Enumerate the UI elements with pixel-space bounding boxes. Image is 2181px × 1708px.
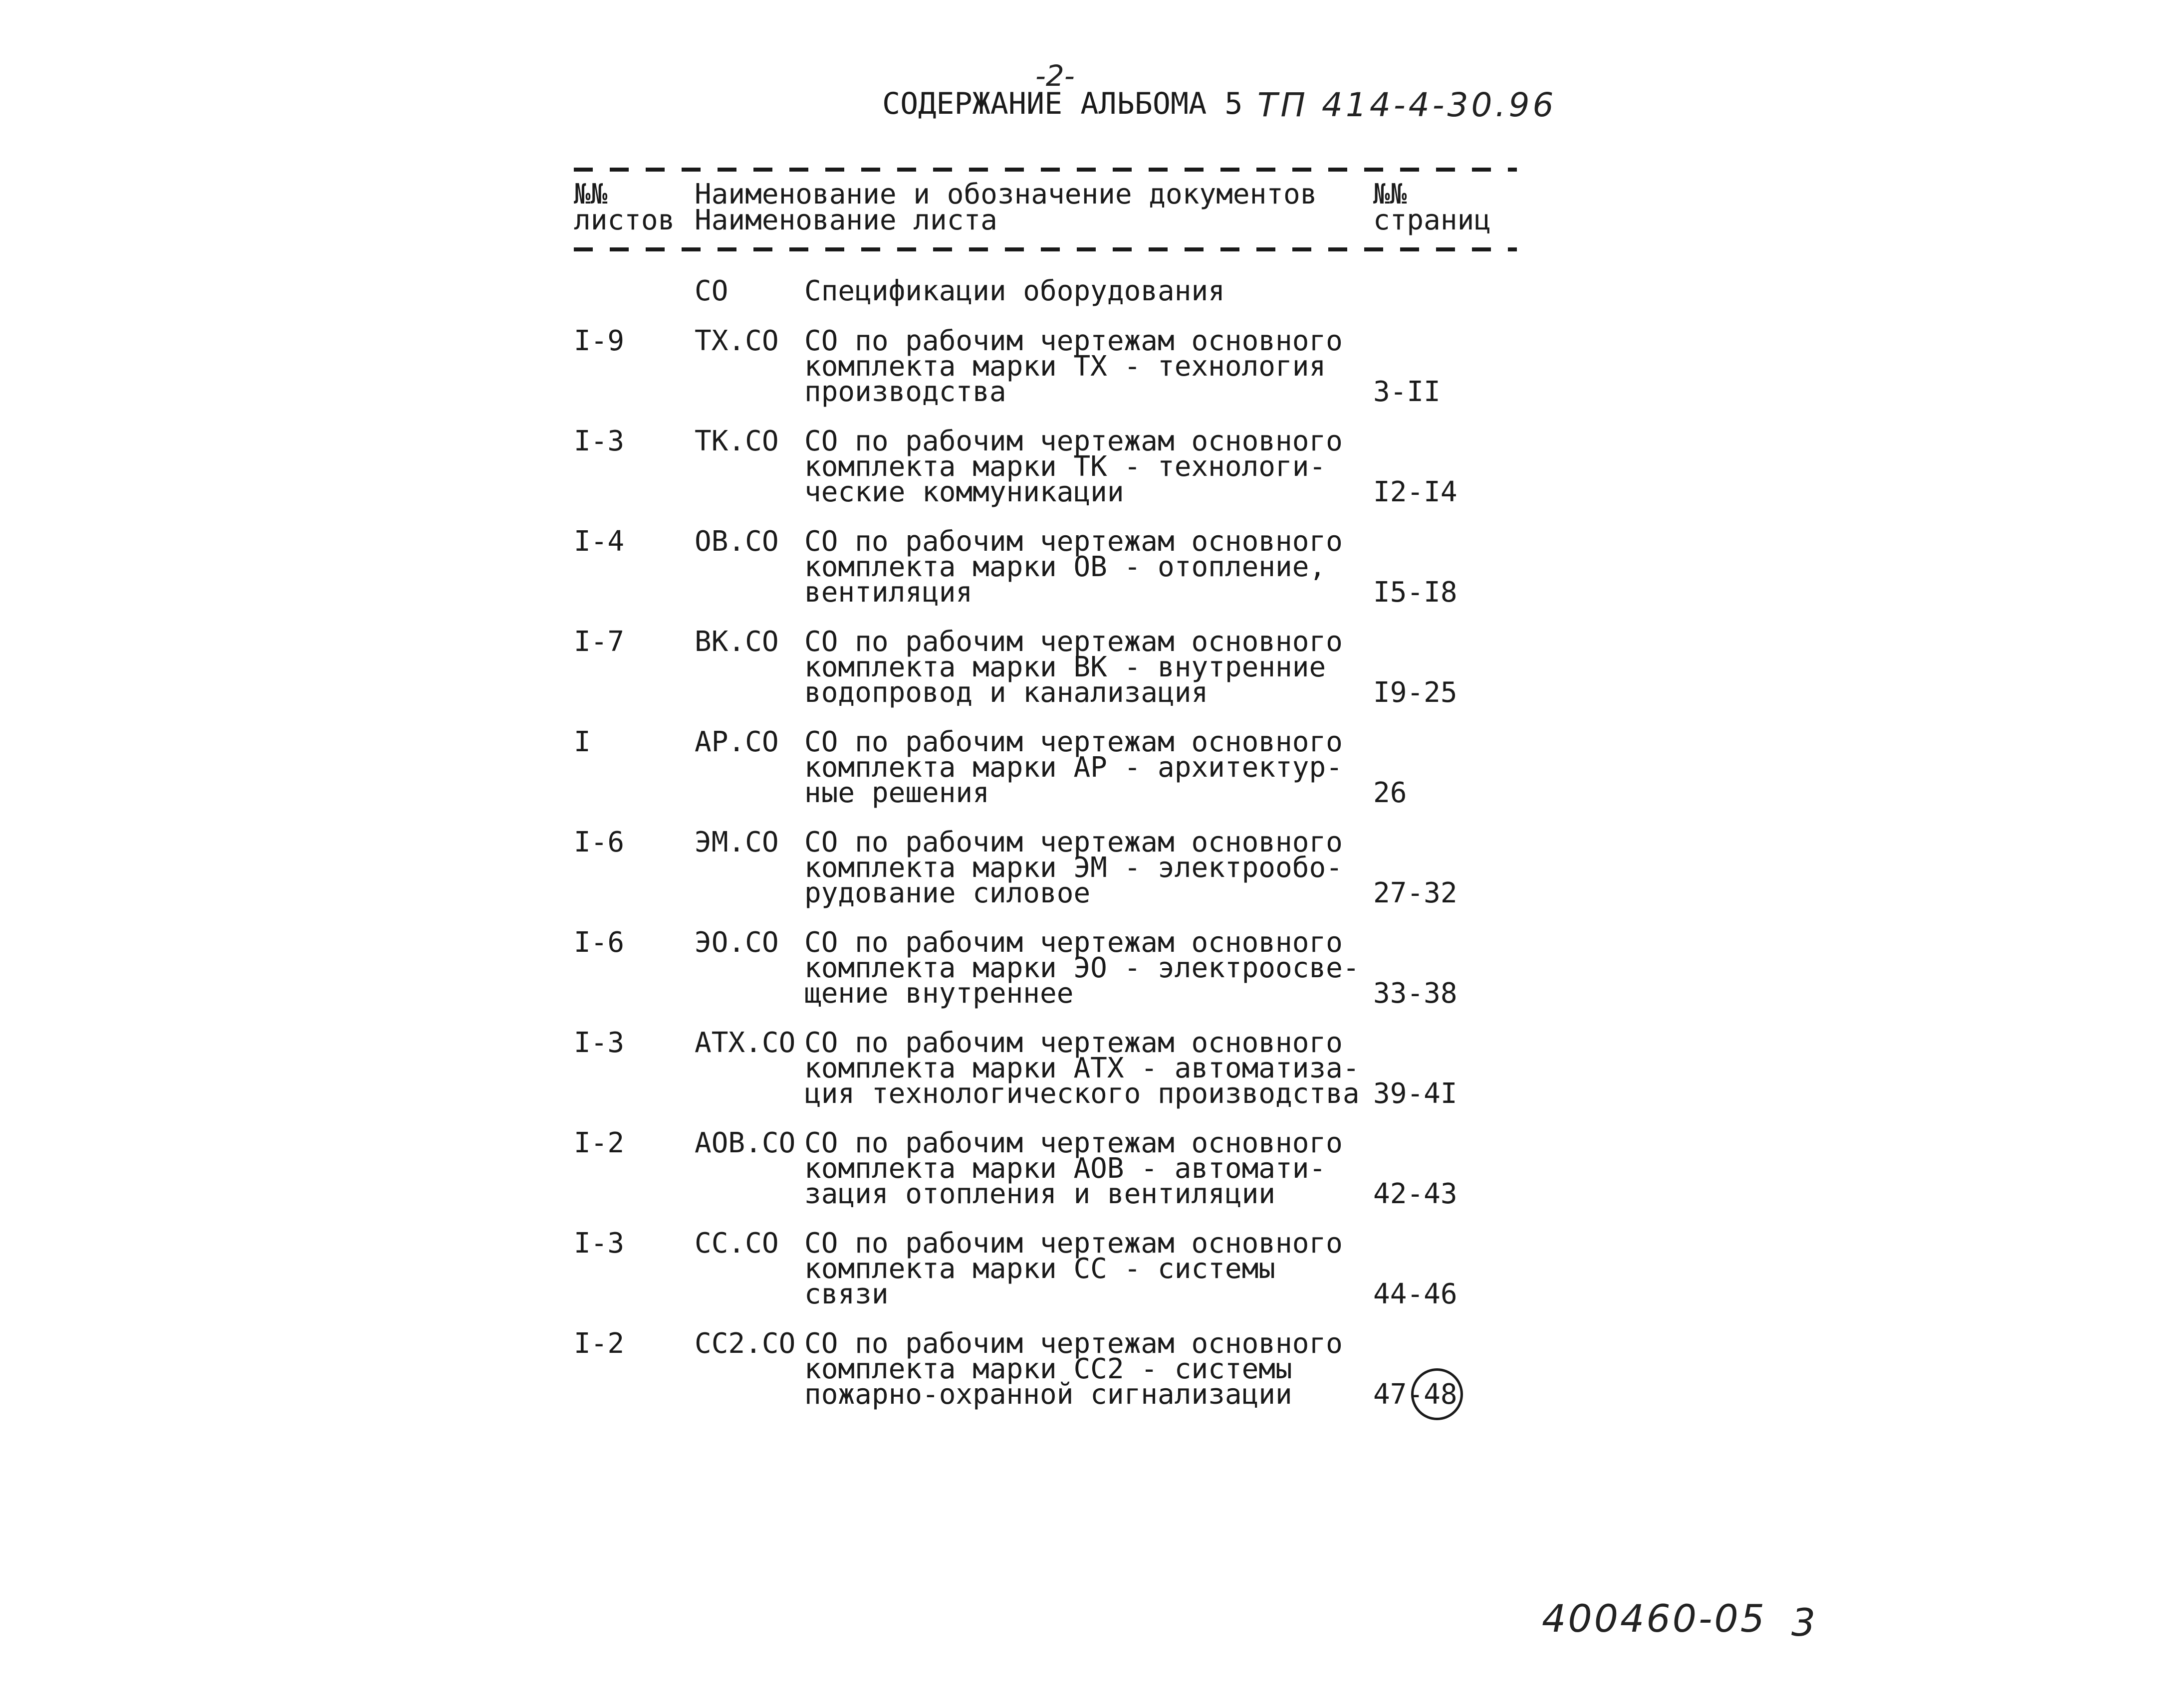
row-name-line: комплекта марки ТХ - технология: [804, 350, 1326, 383]
row-pages: 47-48: [1373, 1378, 1457, 1411]
row-name-line: СО по рабочим чертежам основного: [804, 726, 1343, 758]
row-name-line: комплекта марки ЭО - электроосве-: [804, 952, 1360, 984]
row-pages: I2-I4: [1373, 476, 1457, 508]
row-code: ТХ.СО: [695, 325, 779, 357]
row-sheets: I-6: [574, 826, 625, 858]
row-name-line: СО по рабочим чертежам основного: [804, 325, 1343, 357]
row-sheets: I-2: [574, 1327, 625, 1360]
row-name-line: СО по рабочим чертежам основного: [804, 1327, 1343, 1360]
row-name-line: комплекта марки ЭМ - электрообо-: [804, 852, 1343, 884]
row-name-line: ция технологического производства: [804, 1077, 1360, 1110]
document-code: ТП 414-4-30.96: [1257, 86, 1557, 124]
section-title: Спецификации оборудования: [804, 275, 1225, 307]
header-top-rule: [574, 168, 1517, 172]
row-name-line: связи: [804, 1278, 889, 1310]
row-code: ЭО.СО: [695, 926, 779, 959]
row-sheets: I-3: [574, 1027, 625, 1059]
col-pages-header-line2: страниц: [1373, 204, 1491, 236]
row-name-line: СО по рабочим чертежам основного: [804, 1027, 1343, 1059]
row-pages: 44-46: [1373, 1278, 1457, 1310]
row-code: ЭМ.СО: [695, 826, 779, 858]
row-name-line: ческие коммуникации: [804, 476, 1124, 508]
row-code: ТК.СО: [695, 425, 779, 457]
row-name-line: рудование силовое: [804, 877, 1091, 909]
row-pages: 3-II: [1373, 376, 1441, 408]
row-name-line: водопровод и канализация: [804, 676, 1209, 709]
section-code: СО: [695, 275, 728, 307]
row-sheets: I-3: [574, 1227, 625, 1260]
row-name-line: СО по рабочим чертежам основного: [804, 525, 1343, 558]
row-name-line: пожарно-охранной сигнализации: [804, 1378, 1292, 1411]
row-name-line: СО по рабочим чертежам основного: [804, 926, 1343, 959]
row-pages: 27-32: [1373, 877, 1457, 909]
row-code: СС2.СО: [695, 1327, 796, 1360]
row-name-line: вентиляция: [804, 576, 973, 609]
header-bottom-rule: [574, 247, 1517, 251]
row-name-line: комплекта марки ТК - технологи-: [804, 450, 1326, 483]
row-name-line: комплекта марки АР - архитектур-: [804, 751, 1343, 784]
row-code: АТХ.СО: [695, 1027, 796, 1059]
row-name-line: щение внутреннее: [804, 977, 1074, 1010]
row-code: АР.СО: [695, 726, 779, 758]
row-name-line: комплекта марки СС - системы: [804, 1253, 1276, 1285]
row-pages: 39-4I: [1373, 1077, 1457, 1110]
col-name-header-line1: Наименование и обозначение документов: [695, 178, 1317, 211]
page-circle-mark: [1411, 1368, 1463, 1420]
row-name-line: комплекта марки АТХ - автоматиза-: [804, 1052, 1360, 1084]
row-code: ВК.СО: [695, 626, 779, 658]
row-name-line: СО по рабочим чертежам основного: [804, 1227, 1343, 1260]
row-pages: I9-25: [1373, 676, 1457, 709]
row-pages: I5-I8: [1373, 576, 1457, 609]
row-sheets: I-2: [574, 1127, 625, 1159]
sheet-number: 3: [1791, 1600, 1816, 1645]
row-code: ОВ.СО: [695, 525, 779, 558]
page-number: -2-: [1035, 59, 1075, 93]
row-name-line: производства: [804, 376, 1006, 408]
row-name-line: комплекта марки ОВ - отопление,: [804, 551, 1326, 583]
row-sheets: I-4: [574, 525, 625, 558]
row-name-line: комплекта марки СС2 - системы: [804, 1353, 1292, 1385]
row-sheets: I: [574, 726, 591, 758]
row-sheets: I-3: [574, 425, 625, 457]
row-name-line: СО по рабочим чертежам основного: [804, 1127, 1343, 1159]
row-name-line: СО по рабочим чертежам основного: [804, 425, 1343, 457]
row-code: СС.СО: [695, 1227, 779, 1260]
col-sheets-header-line1: №№: [574, 178, 608, 211]
row-name-line: комплекта марки АОВ - автомати-: [804, 1152, 1326, 1185]
row-name-line: ные решения: [804, 777, 989, 809]
row-name-line: СО по рабочим чертежам основного: [804, 826, 1343, 858]
row-name-line: комплекта марки ВК - внутренние: [804, 651, 1326, 683]
row-name-line: зация отопления и вентиляции: [804, 1178, 1276, 1210]
col-pages-header-line1: №№: [1373, 178, 1407, 211]
page-title: СОДЕРЖАНИЕ АЛЬБОМА 5: [882, 86, 1243, 121]
row-code: АОВ.СО: [695, 1127, 796, 1159]
col-name-header-line2: Наименование листа: [695, 204, 997, 236]
row-sheets: I-9: [574, 325, 625, 357]
row-pages: 33-38: [1373, 977, 1457, 1010]
inventory-number: 400460-05: [1542, 1596, 1767, 1641]
row-sheets: I-7: [574, 626, 625, 658]
row-sheets: I-6: [574, 926, 625, 959]
col-sheets-header-line2: листов: [574, 204, 675, 236]
row-pages: 42-43: [1373, 1178, 1457, 1210]
row-pages: 26: [1373, 777, 1407, 809]
row-name-line: СО по рабочим чертежам основного: [804, 626, 1343, 658]
